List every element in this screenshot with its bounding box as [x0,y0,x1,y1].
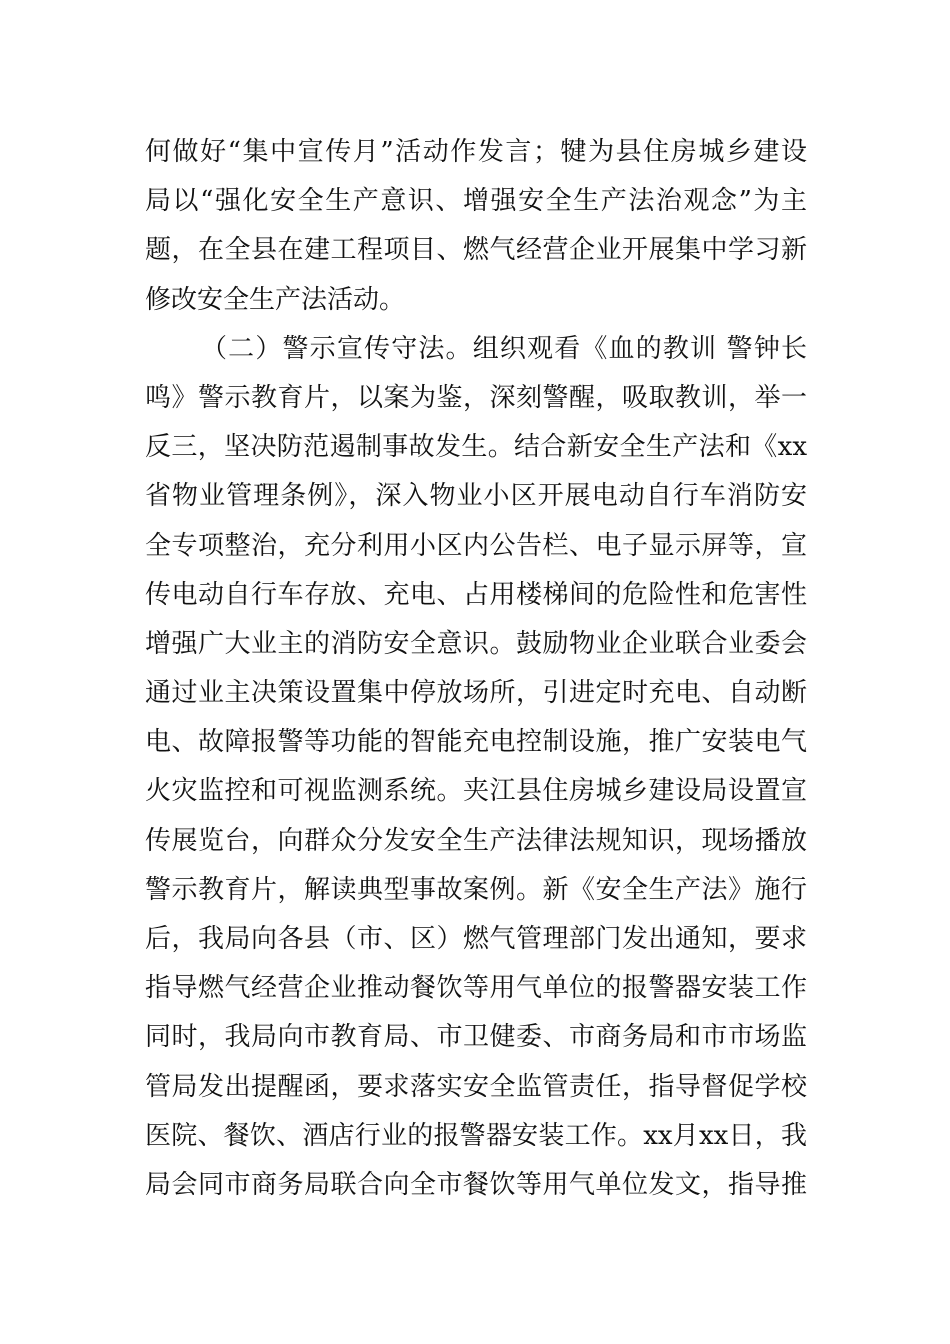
text-line: 省物业管理条例》，深入物业小区开展电动自行车消防安 [145,481,807,512]
text-line: 同时，我局向市教育局、市卫健委、市商务局和市市场监 [145,1022,807,1053]
text-line: 火灾监控和可视监测系统。夹江县住房城乡建设局设置宣 [145,776,807,807]
text-line: 警示教育片，解读典型事故案例。新《安全生产法》施行 [145,874,807,905]
text-line: 传电动自行车存放、充电、占用楼梯间的危险性和危害性 [145,579,807,610]
text-line: 局会同市商务局联合向全市餐饮等用气单位发文，指导推 [145,1169,807,1200]
body-text [145,128,807,1210]
text-line: 鸣》警示教育片，以案为鉴，深刻警醒，吸取教训，举一 [145,382,807,413]
text-line: 题，在全县在建工程项目、燃气经营企业开展集中学习新 [145,235,807,266]
text-line: 管局发出提醒函，要求落实安全监管责任，指导督促学校 [145,1071,807,1102]
text-line: 电、故障报警等功能的智能充电控制设施，推广安装电气 [145,727,807,758]
text-line: 指导燃气经营企业推动餐饮等用气单位的报警器安装工作 [145,973,807,1004]
text-line: 局以“强化安全生产意识、增强安全生产法治观念”为主 [145,186,807,217]
text-line: 何做好“集中宣传月”活动作发言；犍为县住房城乡建设 [145,137,807,167]
section-heading-line: （二）警示宣传守法。组织观看《血的教训 警钟长 [201,333,807,364]
text-line: 修改安全生产法活动。 [145,284,406,315]
text-line: 后，我局向各县（市、区）燃气管理部门发出通知，要求 [145,924,807,954]
text-line: 反三，坚决防范遏制事故发生。结合新安全生产法和《xx [145,432,807,463]
text-line: 传展览台，向群众分发安全生产法律法规知识，现场播放 [145,825,807,856]
text-line: 医院、餐饮、酒店行业的报警器安装工作。xx月xx日，我 [145,1120,807,1151]
text-line: 增强广大业主的消防安全意识。鼓励物业企业联合业委会 [145,628,807,659]
text-line: 全专项整治，充分利用小区内公告栏、电子显示屏等，宣 [145,530,807,561]
text-line: 通过业主决策设置集中停放场所，引进定时充电、自动断 [145,678,807,709]
